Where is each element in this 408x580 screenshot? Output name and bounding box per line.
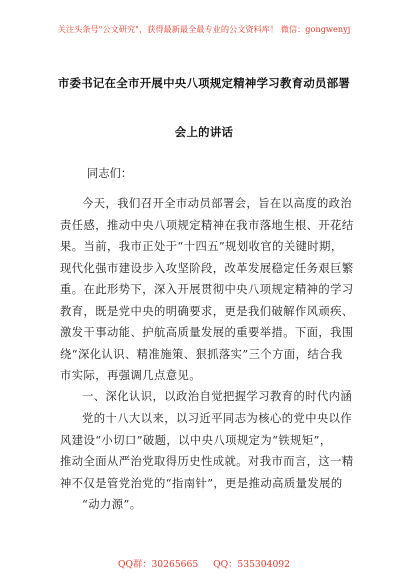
paragraph-line: 推动全面从严治党取得历史性成就。对我市而言，这一精 [60, 455, 354, 468]
paragraph-line: 神不仅是管党治党的“指南针”，更是推动高质量发展的 [60, 476, 343, 490]
paragraph-line: 重。在此形势下，深入开展贯彻中央八项规定精神的学习 [60, 283, 354, 296]
paragraph-1 [60, 193, 354, 279]
header-banner: 关注头条号"公文研究"，获得最新最全最专业的公文资料库！ 微信：gongwenyj [57, 24, 351, 34]
paragraph-line: 党的十八大以来，以习近平同志为核心的党中央以作 [82, 412, 353, 425]
paragraph-line: 今天，我们召开全市动员部署会，旨在以高度的政治 [82, 197, 353, 210]
paragraph-line: 市实际，再强调几点意见。 [60, 369, 201, 382]
paragraph-line: 教育，既是党中央的明确要求，更是我们破解作风顽疾、 [60, 304, 354, 318]
paragraph-line: 绕“深化认识、精准施策、狠抓落实”三个方面，结合我 [60, 347, 343, 361]
footer-contact [0, 556, 408, 570]
paragraph-line: 果。当前，我市正处于“十四五”规划收官的关键时期， [60, 240, 343, 253]
section-heading-text: 一、深化认识，以政治自觉把握学习教育的时代内涵 [82, 390, 353, 403]
paragraph-line: 现代化强市建设步入攻坚阶段，改革发展稳定任务艰巨繁 [60, 261, 354, 275]
footer-qq-group: QQ群：30265665 [118, 559, 199, 570]
paragraph-line: 激发干事动能、护航高质量发展的重要举措。下面，我围 [60, 326, 354, 339]
document-title-line-1: 市委书记在全市开展中央八项规定精神学习教育动员部署 [57, 76, 351, 90]
paragraph-3 [60, 408, 354, 516]
paragraph-2 [60, 279, 354, 387]
salutation: 同志们： [87, 167, 133, 180]
paragraph-line: “动力源”。 [82, 498, 142, 511]
paragraph-line: 责任感，推动中央八项规定精神在我市落地生根、开花结 [60, 218, 354, 232]
paragraph-line: 风建设“小切口”破题，以中央八项规定为“铁规矩”， [60, 433, 332, 447]
footer-qq: QQ：535304092 [213, 559, 290, 570]
document-title-line-2: 会上的讲话 [174, 125, 234, 139]
section-heading-1 [60, 386, 353, 408]
